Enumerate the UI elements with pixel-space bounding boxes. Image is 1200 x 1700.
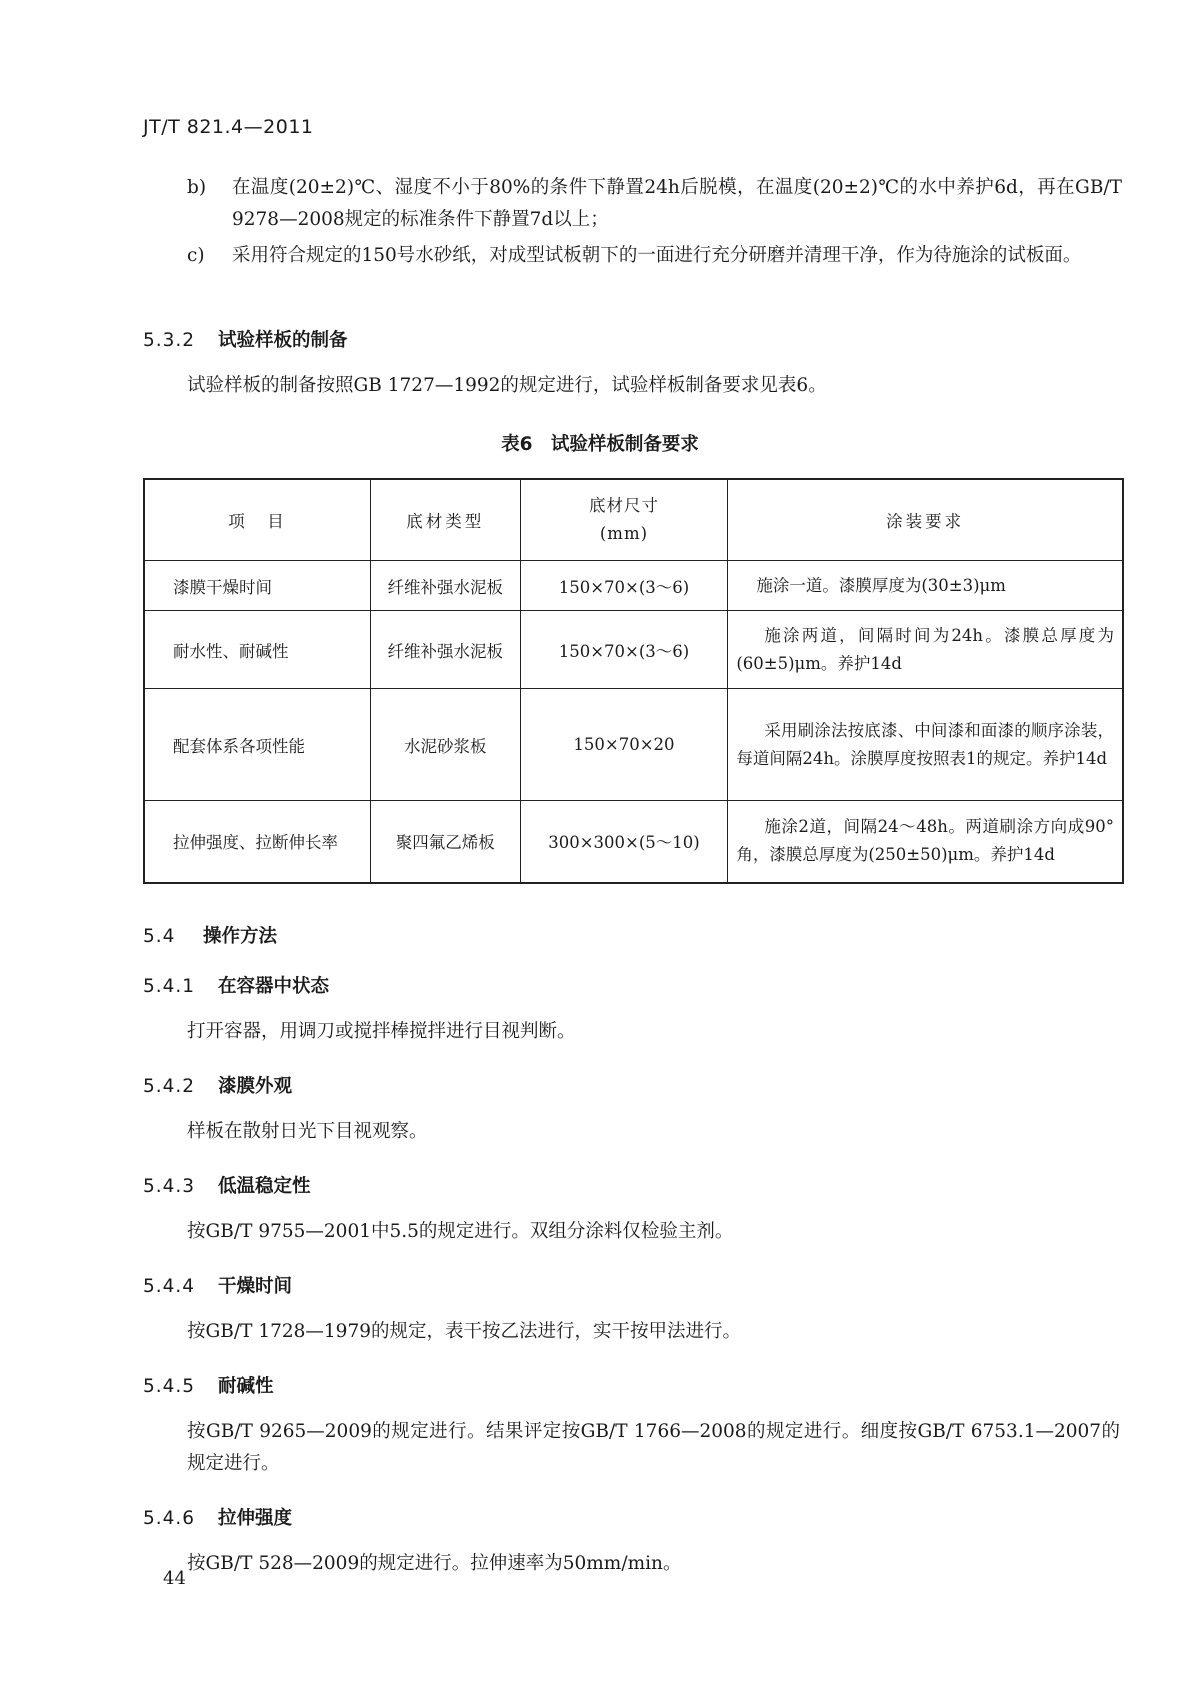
header-size-label: 底材尺寸	[588, 496, 659, 515]
cell-requirement: 施涂一道。漆膜厚度为(30±3)μm	[728, 561, 1123, 611]
section-number: 5.4.6	[143, 1508, 196, 1529]
section-text-5-4-3: 按GB/T 9755—2001中5.5的规定进行。双组分涂料仅检验主剂。	[187, 1221, 734, 1242]
section-text-5-3-2: 试验样板的制备按照GB 1727—1992的规定进行，试验样板制备要求见表6。	[187, 375, 827, 396]
section-heading-5-4-1	[143, 972, 329, 998]
section-text-5-4-4: 按GB/T 1728—1979的规定，表干按乙法进行，实干按甲法进行。	[187, 1321, 741, 1342]
table-row	[144, 689, 1123, 801]
header-item: 项 目	[144, 479, 370, 561]
cell-item: 耐水性、耐碱性	[144, 611, 370, 689]
table-row	[144, 561, 1123, 611]
section-number: 5.4.4	[143, 1276, 196, 1297]
section-heading-5-4-3	[143, 1172, 311, 1198]
cell-item: 漆膜干燥时间	[144, 561, 370, 611]
section-text-5-4-1: 打开容器，用调刀或搅拌棒搅拌进行目视判断。	[187, 1021, 576, 1042]
section-heading-5-4-4	[143, 1272, 292, 1298]
cell-requirement: 施涂2道，间隔24～48h。两道刷涂方向成90°角，漆膜总厚度为(250±50)μm。养护14d	[728, 801, 1123, 883]
cell-substrate: 水泥砂浆板	[370, 689, 520, 801]
list-item-text: 在温度(20±2)℃、湿度不小于80%的条件下静置24h后脱模，在温度(20±2)℃的水中养护6d，再在GB/T 9278—2008规定的标准条件下静置7d以上；	[232, 177, 1122, 230]
section-text-5-4-6: 按GB/T 528—2009的规定进行。拉伸速率为50mm/min。	[187, 1553, 682, 1574]
cell-size: 150×70×(3～6)	[520, 561, 728, 611]
document-id-header: JT/T 821.4—2011	[143, 116, 314, 138]
section-number: 5.4.2	[143, 1076, 196, 1097]
table-caption: 表6 试验样板制备要求	[501, 434, 699, 455]
section-title: 低温稳定性	[218, 1176, 311, 1197]
header-size-unit: (mm)	[599, 524, 649, 543]
cell-size: 150×70×(3～6)	[520, 611, 728, 689]
table-header-row	[144, 479, 1123, 561]
section-number: 5.4.3	[143, 1176, 196, 1197]
cell-requirement: 采用刷涂法按底漆、中间漆和面漆的顺序涂装，每道间隔24h。涂膜厚度按照表1的规定。养护14d	[728, 689, 1123, 801]
cell-item: 拉伸强度、拉断伸长率	[144, 801, 370, 883]
section-heading-5-4-2	[143, 1072, 292, 1098]
cell-item: 配套体系各项性能	[144, 689, 370, 801]
cell-substrate: 纤维补强水泥板	[370, 561, 520, 611]
section-number: 5.4.5	[143, 1376, 196, 1397]
section-number: 5.3.2	[143, 330, 196, 351]
list-item-b	[187, 172, 1122, 236]
header-substrate: 底材类型	[370, 479, 520, 561]
section-heading-5-4	[143, 922, 277, 948]
section-text-5-4-5: 按GB/T 9265—2009的规定进行。结果评定按GB/T 1766—2008的规定进行。细度按GB/T 6753.1—2007的规定进行。	[187, 1421, 1120, 1474]
page-number: 44	[163, 1568, 186, 1589]
list-item-label: b)	[187, 177, 207, 198]
list-item-label: c)	[187, 245, 205, 266]
cell-substrate: 聚四氟乙烯板	[370, 801, 520, 883]
section-title: 操作方法	[203, 926, 278, 947]
section-title: 拉伸强度	[218, 1508, 293, 1529]
header-size	[520, 479, 728, 561]
list-item-text: 采用符合规定的150号水砂纸，对成型试板朝下的一面进行充分研磨并清理干净，作为待施涂的试板面。	[232, 245, 1082, 266]
section-heading-5-4-5	[143, 1372, 274, 1398]
section-title: 耐碱性	[218, 1376, 274, 1397]
section-title: 试验样板的制备	[218, 330, 348, 351]
cell-substrate: 纤维补强水泥板	[370, 611, 520, 689]
cell-size: 300×300×(5～10)	[520, 801, 728, 883]
list-item-c	[187, 240, 1122, 272]
cell-requirement: 施涂两道，间隔时间为24h。漆膜总厚度为(60±5)μm。养护14d	[728, 611, 1123, 689]
table-row	[144, 611, 1123, 689]
section-number: 5.4	[143, 926, 176, 947]
section-number: 5.4.1	[143, 976, 196, 997]
header-requirement: 涂装要求	[728, 479, 1123, 561]
cell-size: 150×70×20	[520, 689, 728, 801]
section-title: 漆膜外观	[218, 1076, 293, 1097]
section-title: 干燥时间	[218, 1276, 293, 1297]
section-title: 在容器中状态	[218, 976, 330, 997]
section-heading-5-4-6	[143, 1504, 292, 1530]
table-row	[144, 801, 1123, 883]
section-heading-5-3-2	[143, 326, 348, 352]
section-text-5-4-2: 样板在散射日光下目视观察。	[187, 1121, 428, 1142]
specimen-preparation-table	[143, 478, 1124, 884]
